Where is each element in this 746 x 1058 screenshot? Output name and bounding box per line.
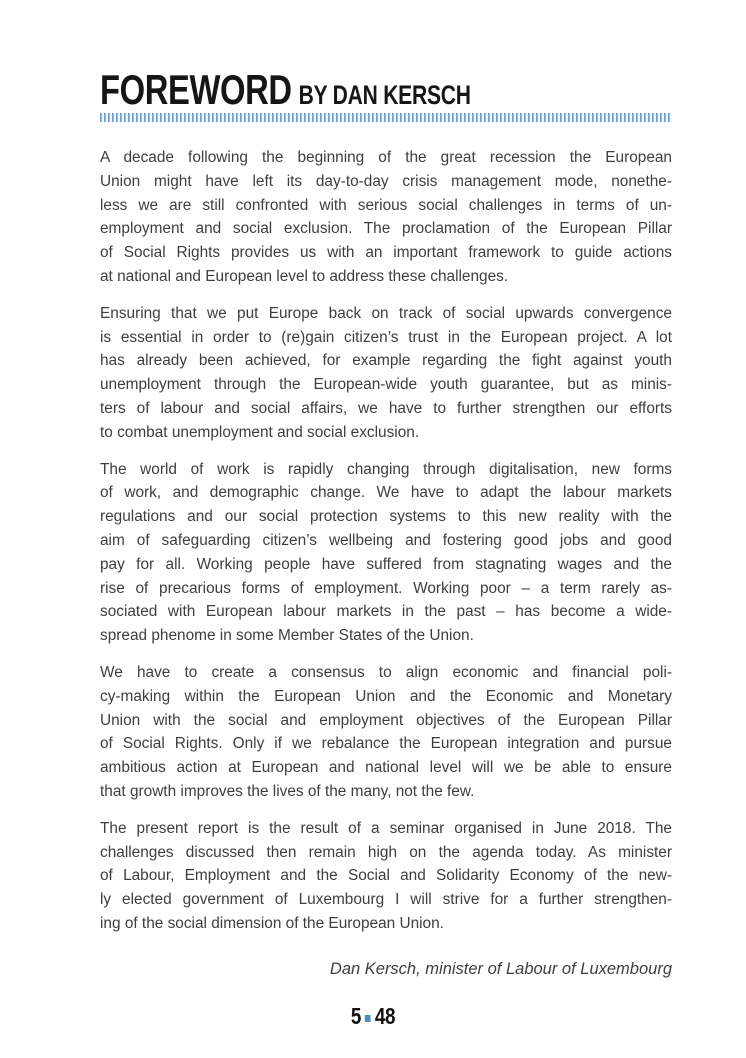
text-line: of Social Rights. Only if we rebalance the European integration and pursue [100, 735, 672, 753]
text-line: Union with the social and employment objectives of the European Pillar [100, 711, 672, 729]
text-line: of Labour, Employment and the Social and Solidarity Economy of the new- [100, 867, 672, 885]
text-line: spread phenome in some Member States of the Union. [100, 627, 474, 645]
text-line: cy-making within the European Union and the Economic and Monetary [100, 687, 672, 705]
text-line: that growth improves the lives of the many, not the few. [100, 782, 475, 800]
text-line: The present report is the result of a seminar organised in June 2018. The [100, 819, 672, 837]
paragraph [100, 817, 672, 936]
attribution-line: Dan Kersch, minister of Labour of Luxembourg [329, 960, 672, 978]
text-line: employment and social exclusion. The proclamation of the European Pillar [100, 220, 672, 238]
text-line: to combat unemployment and social exclusion. [100, 423, 420, 441]
text-line: ambitious action at European and national level will we be able to ensure [100, 759, 672, 777]
text-line: less we are still confronted with serious social challenges in terms of un- [100, 196, 672, 214]
foreword-body [100, 146, 672, 949]
page-separator-square-icon [365, 1015, 371, 1022]
text-line: pay for all. Working people have suffered from stagnating wages and the [100, 555, 672, 573]
text-line: rise of precarious forms of employment. Working poor – a term rarely as- [100, 579, 672, 597]
paragraph [100, 458, 672, 648]
text-line: is essential in order to (re)gain citizen’s trust in the European project. A lot [100, 328, 672, 346]
page-subtitle: BY DAN KERSCH [298, 80, 471, 110]
paragraph [100, 146, 672, 289]
text-line: has already been achieved, for example regarding the fight against youth [100, 352, 672, 370]
text-line: A decade following the beginning of the great recession the European [100, 149, 672, 166]
text-line: Union might have left its day-to-day crisis management mode, nonethe- [100, 172, 672, 190]
text-line: regulations and our social protection systems to this new reality with the [100, 508, 672, 526]
paragraph [100, 661, 672, 804]
page-footer [0, 1003, 746, 1030]
text-line: We have to create a consensus to align economic and financial poli- [100, 663, 672, 681]
text-line: of work, and demographic change. We have to adapt the labour markets [100, 484, 672, 502]
text-line: The world of work is rapidly changing through digitalisation, new forms [100, 460, 672, 478]
page-header [100, 66, 575, 114]
text-line: aim of safeguarding citizen’s wellbeing and fostering good jobs and good [100, 531, 672, 549]
text-line: ly elected government of Luxembourg I will strive for a further strengthen- [100, 891, 672, 909]
text-line: ing of the social dimension of the European Union. [100, 914, 444, 932]
decorative-hatch-rule [100, 113, 672, 122]
text-line: challenges discussed then remain high on the agenda today. As minister [100, 843, 672, 861]
text-line: ters of labour and social affairs, we have to further strengthen our efforts [100, 399, 672, 417]
text-line: unemployment through the European-wide youth guarantee, but as minis- [100, 376, 672, 394]
text-line: of Social Rights provides us with an important framework to guide actions [100, 244, 672, 262]
text-line: at national and European level to address these challenges. [100, 267, 509, 285]
paragraph [100, 302, 672, 445]
page-number: 5 [350, 1003, 361, 1029]
text-line: sociated with European labour markets in the past – has become a wide- [100, 603, 672, 621]
page-title: FOREWORD [100, 66, 292, 113]
total-pages: 48 [374, 1003, 396, 1029]
text-line: Ensuring that we put Europe back on track of social upwards convergence [100, 304, 672, 322]
